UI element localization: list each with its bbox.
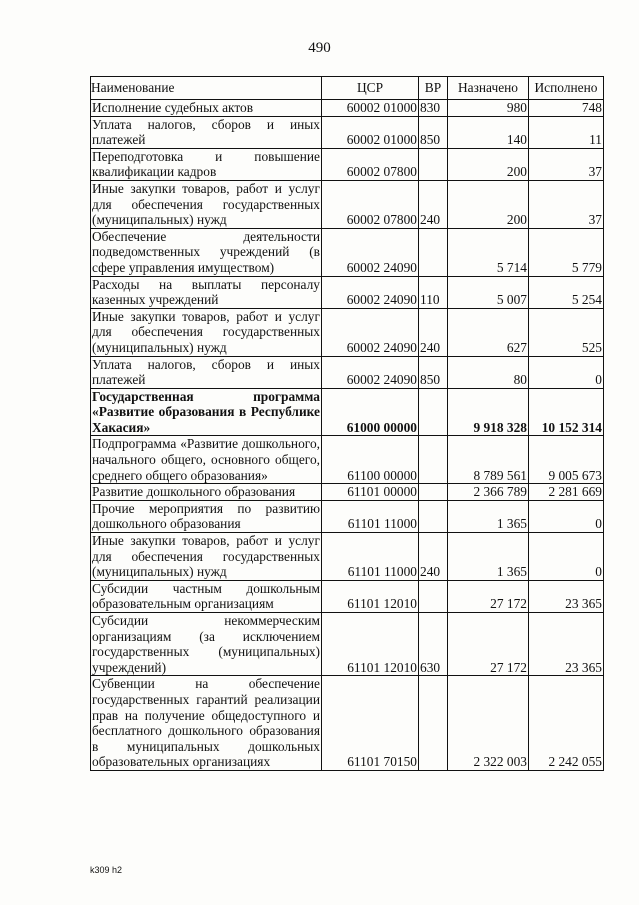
row-planned-cell: 27 172 bbox=[448, 613, 529, 676]
row-executed-cell: 37 bbox=[529, 148, 604, 180]
row-csr-cell: 61000 00000 bbox=[322, 388, 419, 436]
row-executed-cell: 0 bbox=[529, 533, 604, 581]
header-vr: ВР bbox=[419, 77, 448, 100]
table-row bbox=[91, 228, 604, 276]
row-vr-cell: 830 bbox=[419, 100, 448, 117]
row-csr-cell: 60002 07800 bbox=[322, 148, 419, 180]
row-name-cell: Иные закупки товаров, работ и услуг для обеспечения государственных (муниципальных) нужд bbox=[92, 308, 320, 355]
row-vr-cell: 240 bbox=[419, 533, 448, 581]
row-vr-cell: 850 bbox=[419, 356, 448, 388]
row-name-cell: Уплата налогов, сборов и иных платежей bbox=[92, 356, 320, 388]
row-executed-cell: 9 005 673 bbox=[529, 436, 604, 484]
row-executed-cell: 0 bbox=[529, 356, 604, 388]
row-vr-cell bbox=[419, 500, 448, 532]
row-csr-cell: 60002 24090 bbox=[322, 228, 419, 276]
row-vr-cell bbox=[419, 436, 448, 484]
row-planned-cell: 980 bbox=[448, 100, 529, 117]
table-row bbox=[91, 676, 604, 771]
row-name-cell: Развитие дошкольного образования bbox=[91, 484, 322, 501]
row-vr-cell: 850 bbox=[419, 116, 448, 148]
table-row bbox=[91, 276, 604, 308]
table-row bbox=[91, 116, 604, 148]
row-vr-cell bbox=[419, 676, 448, 771]
row-planned-cell: 1 365 bbox=[448, 500, 529, 532]
row-planned-cell: 8 789 561 bbox=[448, 436, 529, 484]
table-row bbox=[91, 180, 604, 228]
header-name: Наименование bbox=[91, 77, 322, 100]
row-name-cell: Субвенции на обеспечение государственных гарантий реализации прав на получение общедоступного и бесплатного дошкольного образования в муниципальных дошкольных образовательных организациях bbox=[92, 676, 320, 770]
row-planned-cell: 627 bbox=[448, 308, 529, 356]
row-vr-cell bbox=[419, 580, 448, 612]
row-executed-cell: 10 152 314 bbox=[529, 388, 604, 436]
header-planned: Назначено bbox=[448, 77, 529, 100]
table-row bbox=[91, 388, 604, 436]
row-executed-cell: 11 bbox=[529, 116, 604, 148]
row-planned-cell: 5 007 bbox=[448, 276, 529, 308]
row-planned-cell: 2 366 789 bbox=[448, 484, 529, 501]
row-vr-cell bbox=[419, 148, 448, 180]
row-csr-cell: 61101 00000 bbox=[322, 484, 419, 501]
row-planned-cell: 27 172 bbox=[448, 580, 529, 612]
row-name-cell: Исполнение судебных актов bbox=[91, 100, 322, 117]
row-vr-cell: 240 bbox=[419, 308, 448, 356]
row-csr-cell: 61101 11000 bbox=[322, 500, 419, 532]
row-name-cell: Иные закупки товаров, работ и услуг для обеспечения государственных (муниципальных) нужд bbox=[92, 180, 320, 228]
row-name-cell: Расходы на выплаты персоналу казенных учреждений bbox=[92, 276, 320, 308]
row-planned-cell: 1 365 bbox=[448, 533, 529, 581]
row-vr-cell: 110 bbox=[419, 276, 448, 308]
row-name-cell: Обеспечение деятельности подведомственных учреждений (в сфере управления имуществом) bbox=[92, 228, 320, 275]
table-row bbox=[91, 356, 604, 388]
row-csr-cell: 60002 01000 bbox=[322, 116, 419, 148]
row-name-cell: Подпрограмма «Развитие дошкольного, начального общего, основного общего, среднего общего образования» bbox=[92, 436, 320, 483]
row-planned-cell: 5 714 bbox=[448, 228, 529, 276]
table-row bbox=[91, 500, 604, 532]
budget-table bbox=[90, 76, 604, 771]
row-csr-cell: 61101 70150 bbox=[322, 676, 419, 771]
row-csr-cell: 61101 11000 bbox=[322, 533, 419, 581]
row-csr-cell: 61101 12010 bbox=[322, 613, 419, 676]
header-executed: Исполнено bbox=[529, 77, 604, 100]
table-row bbox=[91, 100, 604, 117]
table-body bbox=[91, 100, 604, 771]
table-row bbox=[91, 613, 604, 676]
table-row bbox=[91, 484, 604, 501]
row-planned-cell: 80 bbox=[448, 356, 529, 388]
row-csr-cell: 60002 24090 bbox=[322, 356, 419, 388]
row-planned-cell: 2 322 003 bbox=[448, 676, 529, 771]
row-executed-cell: 5 254 bbox=[529, 276, 604, 308]
row-csr-cell: 60002 24090 bbox=[322, 276, 419, 308]
row-executed-cell: 23 365 bbox=[529, 580, 604, 612]
row-planned-cell: 200 bbox=[448, 148, 529, 180]
row-name-cell: Иные закупки товаров, работ и услуг для обеспечения государственных (муниципальных) нужд bbox=[92, 533, 320, 580]
header-csr: ЦСР bbox=[322, 77, 419, 100]
table-row bbox=[91, 580, 604, 612]
row-executed-cell: 2 281 669 bbox=[529, 484, 604, 501]
row-vr-cell bbox=[419, 228, 448, 276]
row-planned-cell: 200 bbox=[448, 180, 529, 228]
row-executed-cell: 525 bbox=[529, 308, 604, 356]
table-row bbox=[91, 533, 604, 581]
page-number: 490 bbox=[308, 40, 331, 56]
row-vr-cell: 630 bbox=[419, 613, 448, 676]
row-csr-cell: 60002 07800 bbox=[322, 180, 419, 228]
row-name-cell: Государственная программа «Развитие образования в Республике Хакасия» bbox=[92, 388, 320, 435]
table-header-row bbox=[91, 77, 604, 100]
row-executed-cell: 5 779 bbox=[529, 228, 604, 276]
footer-code: k309 h2 bbox=[90, 865, 123, 875]
row-executed-cell: 23 365 bbox=[529, 613, 604, 676]
table-row bbox=[91, 308, 604, 356]
row-name-cell: Переподготовка и повышение квалификации кадров bbox=[92, 148, 320, 180]
row-name-cell: Субсидии частным дошкольным образовательным организациям bbox=[92, 580, 320, 612]
row-csr-cell: 60002 01000 bbox=[322, 100, 419, 117]
row-csr-cell: 60002 24090 bbox=[322, 308, 419, 356]
row-csr-cell: 61100 00000 bbox=[322, 436, 419, 484]
table-row bbox=[91, 436, 604, 484]
row-executed-cell: 748 bbox=[529, 100, 604, 117]
table-row bbox=[91, 148, 604, 180]
row-vr-cell bbox=[419, 388, 448, 436]
row-executed-cell: 37 bbox=[529, 180, 604, 228]
row-vr-cell bbox=[419, 484, 448, 501]
row-name-cell: Уплата налогов, сборов и иных платежей bbox=[92, 116, 320, 148]
row-planned-cell: 9 918 328 bbox=[448, 388, 529, 436]
row-vr-cell: 240 bbox=[419, 180, 448, 228]
row-executed-cell: 0 bbox=[529, 500, 604, 532]
row-name-cell: Прочие мероприятия по развитию дошкольного образования bbox=[92, 500, 320, 532]
row-name-cell: Субсидии некоммерческим организациям (за исключением государственных (муниципальных) учреждений) bbox=[92, 613, 320, 675]
row-executed-cell: 2 242 055 bbox=[529, 676, 604, 771]
row-csr-cell: 61101 12010 bbox=[322, 580, 419, 612]
row-planned-cell: 140 bbox=[448, 116, 529, 148]
